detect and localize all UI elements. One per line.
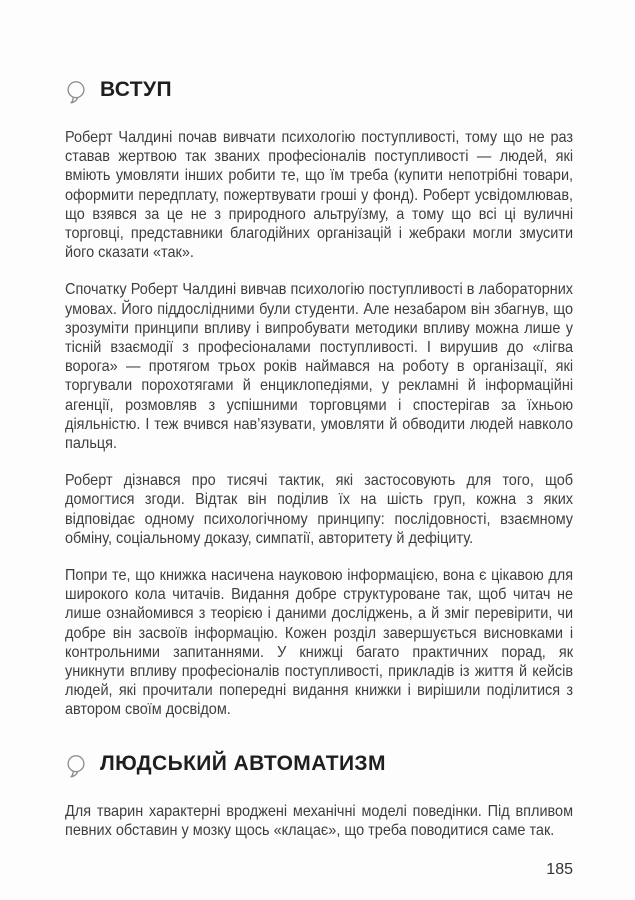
- body-paragraph: Попри те, що книжка насичена науковою інформацією, вона є цікавою для широкого кола читачів. Видання добре структуроване так, щоб читач не лише ознайомився з теорією і даними досліджень, а й зміг перевірити, чи добре він засвоїв інформацію. Кожен розділ завершується висновками і контрольними запитаннями. У книжці багато практичних порад, як уникнути впливу професіоналів поступливості, прикладів із життя й кейсів людей, які прочитали попередні видання книжки і вирішили поділитися з автором своїм досвідом.: [65, 567, 574, 719]
- page-content: [65, 78, 573, 858]
- body-paragraph: Роберт дізнався про тисячі тактик, які застосовують для того, щоб домогтися згоди. Відтак він поділив їх на шість груп, кожна з яких відповідає одному психологічному принципу: послідовності, взаємному обміну, соціальному доказу, симпатії, авторитету й дефіциту.: [65, 472, 574, 547]
- section-title: ЛЮДСЬКИЙ АВТОМАТИЗМ: [100, 751, 386, 775]
- speech-bubble-icon: [65, 753, 87, 780]
- body-paragraph: Для тварин характерні вроджені механічні моделі поведінки. Під впливом певних обставин у мозку щось «клацає», що треба поводитися саме так.: [65, 802, 574, 839]
- section-title: ВСТУП: [100, 78, 172, 101]
- body-paragraph: Спочатку Роберт Чалдині вивчав психологію поступливості в лабораторних умовах. Його піддослідними були студенти. Але незабаром він збагнув, що зрозуміти принципи впливу і випробувати методики впливу можна лише у тісній взаємодії з професіоналами поступливості. І вирушив до «лігва ворога» — протягом трьох років наймався на роботу в організації, які торгували порохотягами й енциклопедіями, у рекламні й інформаційні агенції, розмовляв з успішними торговцями і спостерігав за їхньою діяльністю. І теж вчився нав’язувати, умовляти й обводити людей навколо пальця.: [65, 281, 574, 453]
- section-heading-row: [65, 78, 573, 106]
- page-number: 185: [546, 861, 573, 878]
- speech-bubble-icon: [65, 79, 87, 106]
- body-paragraph: Роберт Чалдині почав вивчати психологію поступливості, тому що не раз ставав жертвою так званих професіоналів поступливості — людей, які вміють умовляти інших робити те, що їм треба (купити непотрібні товари, оформити передплату, пожертвувати гроші у фонд). Роберт усвідомлював, що взявся за це не з природного альтруїзму, а тому що всі ці вуличні торговці, представники благодійних організацій і жебраки могли змусити його сказати «так».: [65, 129, 574, 262]
- section-heading-row: [65, 752, 573, 780]
